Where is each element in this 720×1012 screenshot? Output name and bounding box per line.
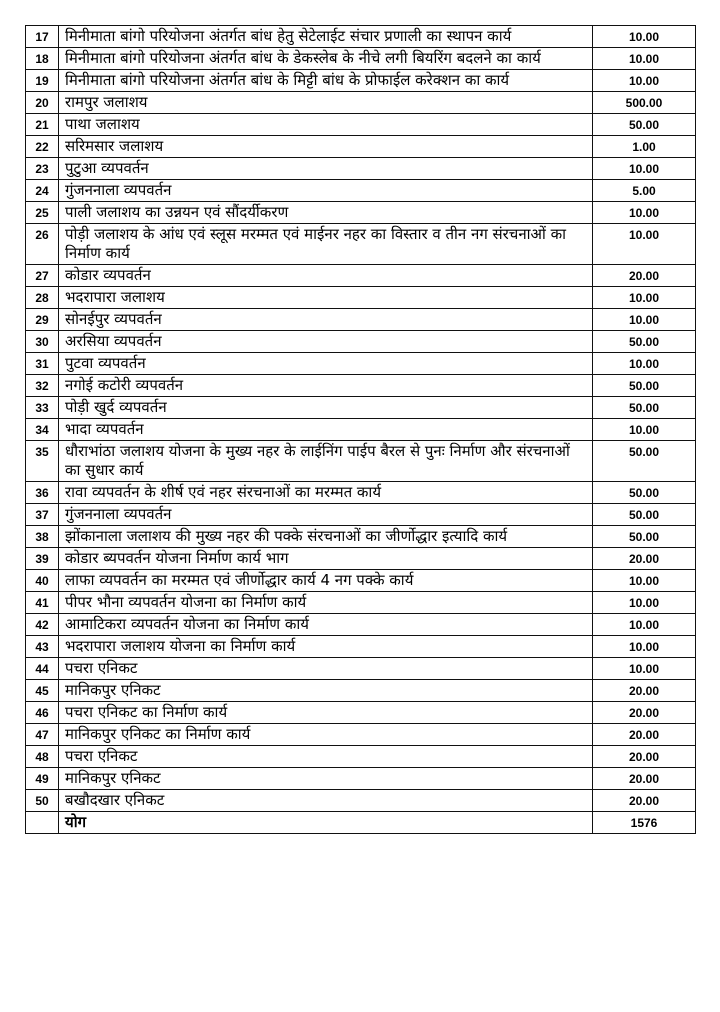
work-description-cell: सोनईपुर व्यपवर्तन — [59, 309, 593, 331]
serial-number-cell: 37 — [26, 504, 59, 526]
table-row — [26, 658, 696, 680]
work-description-cell: आमाटिकरा व्यपवर्तन योजना का निर्माण कार्य — [59, 614, 593, 636]
work-description-cell: मिनीमाता बांगो परियोजना अंतर्गत बांध के डेकस्लेब के नीचे लगी बियरिंग बदलने का कार्य — [59, 48, 593, 70]
amount-cell: 50.00 — [593, 526, 696, 548]
amount-cell: 10.00 — [593, 592, 696, 614]
table-row — [26, 548, 696, 570]
amount-cell: 10.00 — [593, 614, 696, 636]
amount-cell: 10.00 — [593, 309, 696, 331]
work-description-cell: अरसिया व्यपवर्तन — [59, 331, 593, 353]
table-row — [26, 636, 696, 658]
amount-cell: 20.00 — [593, 790, 696, 812]
work-description-cell: पुटुआ व्यपवर्तन — [59, 158, 593, 180]
serial-number-cell: 38 — [26, 526, 59, 548]
serial-number-cell: 35 — [26, 441, 59, 482]
amount-cell: 20.00 — [593, 746, 696, 768]
work-description-cell: गुंजननाला व्यपवर्तन — [59, 180, 593, 202]
serial-number-cell: 40 — [26, 570, 59, 592]
table-row — [26, 92, 696, 114]
serial-number-cell: 19 — [26, 70, 59, 92]
table-row — [26, 592, 696, 614]
serial-number-cell: 22 — [26, 136, 59, 158]
amount-cell: 20.00 — [593, 702, 696, 724]
work-description-cell: मानिकपुर एनिकट — [59, 680, 593, 702]
table-row — [26, 482, 696, 504]
amount-cell: 10.00 — [593, 636, 696, 658]
works-table — [25, 25, 696, 834]
amount-cell: 10.00 — [593, 48, 696, 70]
serial-number-cell: 41 — [26, 592, 59, 614]
table-row — [26, 702, 696, 724]
work-description-cell: पचरा एनिकट — [59, 658, 593, 680]
work-description-cell: भादा व्यपवर्तन — [59, 419, 593, 441]
amount-cell: 50.00 — [593, 375, 696, 397]
work-description-cell: झोंकानाला जलाशय की मुख्य नहर की पक्के संरचनाओं का जीर्णोद्धार इत्यादि कार्य — [59, 526, 593, 548]
table-body — [26, 26, 696, 834]
serial-number-cell: 47 — [26, 724, 59, 746]
amount-cell: 20.00 — [593, 548, 696, 570]
table-row — [26, 287, 696, 309]
work-description-cell: पोड़ी खुर्द व्यपवर्तन — [59, 397, 593, 419]
serial-number-cell: 43 — [26, 636, 59, 658]
serial-number-cell: 23 — [26, 158, 59, 180]
serial-number-cell: 46 — [26, 702, 59, 724]
amount-cell: 50.00 — [593, 441, 696, 482]
amount-cell: 1.00 — [593, 136, 696, 158]
total-sr-cell — [26, 812, 59, 834]
work-description-cell: पचरा एनिकट का निर्माण कार्य — [59, 702, 593, 724]
table-row — [26, 375, 696, 397]
amount-cell: 50.00 — [593, 397, 696, 419]
serial-number-cell: 25 — [26, 202, 59, 224]
amount-cell: 50.00 — [593, 114, 696, 136]
amount-cell: 10.00 — [593, 202, 696, 224]
table-row — [26, 790, 696, 812]
work-description-cell: रावा व्यपवर्तन के शीर्ष एवं नहर संरचनाओं का मरम्मत कार्य — [59, 482, 593, 504]
serial-number-cell: 44 — [26, 658, 59, 680]
amount-cell: 20.00 — [593, 724, 696, 746]
work-description-cell: मिनीमाता बांगो परियोजना अंतर्गत बांध हेतु सेटेलाईट संचार प्रणाली का स्थापन कार्य — [59, 26, 593, 48]
serial-number-cell: 32 — [26, 375, 59, 397]
work-description-cell: रामपुर जलाशय — [59, 92, 593, 114]
serial-number-cell: 26 — [26, 224, 59, 265]
table-row — [26, 441, 696, 482]
table-row — [26, 419, 696, 441]
table-row — [26, 202, 696, 224]
table-row — [26, 397, 696, 419]
table-row — [26, 768, 696, 790]
table-row — [26, 265, 696, 287]
table-row — [26, 746, 696, 768]
work-description-cell: मानिकपुर एनिकट — [59, 768, 593, 790]
table-row — [26, 353, 696, 375]
amount-cell: 20.00 — [593, 768, 696, 790]
amount-cell: 10.00 — [593, 158, 696, 180]
work-description-cell: पोड़ी जलाशय के आंध एवं स्लूस मरम्मत एवं माईनर नहर का विस्तार व तीन नग संरचनाओं का निर्माण कार्य — [59, 224, 593, 265]
serial-number-cell: 29 — [26, 309, 59, 331]
work-description-cell: कोडार व्यपवर्तन — [59, 265, 593, 287]
table-row — [26, 614, 696, 636]
table-row — [26, 680, 696, 702]
amount-cell: 10.00 — [593, 224, 696, 265]
work-description-cell: कोडार ब्यपवर्तन योजना निर्माण कार्य भाग — [59, 548, 593, 570]
table-row — [26, 136, 696, 158]
work-description-cell: धौराभांठा जलाशय योजना के मुख्य नहर के लाईनिंग पाईप बैरल से पुनः निर्माण और संरचनाओं का सुधार कार्य — [59, 441, 593, 482]
work-description-cell: भदरापारा जलाशय — [59, 287, 593, 309]
work-description-cell: पीपर भौना व्यपवर्तन योजना का निर्माण कार्य — [59, 592, 593, 614]
serial-number-cell: 24 — [26, 180, 59, 202]
serial-number-cell: 17 — [26, 26, 59, 48]
serial-number-cell: 30 — [26, 331, 59, 353]
serial-number-cell: 33 — [26, 397, 59, 419]
serial-number-cell: 49 — [26, 768, 59, 790]
serial-number-cell: 28 — [26, 287, 59, 309]
table-row — [26, 180, 696, 202]
amount-cell: 50.00 — [593, 331, 696, 353]
total-amount-cell: 1576 — [593, 812, 696, 834]
table-row — [26, 724, 696, 746]
amount-cell: 10.00 — [593, 353, 696, 375]
amount-cell: 10.00 — [593, 419, 696, 441]
serial-number-cell: 36 — [26, 482, 59, 504]
work-description-cell: मिनीमाता बांगो परियोजना अंतर्गत बांध के मिट्टी बांध के प्रोफाईल करेक्शन का कार्य — [59, 70, 593, 92]
work-description-cell: पाली जलाशय का उन्नयन एवं सौंदर्यीकरण — [59, 202, 593, 224]
work-description-cell: बखौदखार एनिकट — [59, 790, 593, 812]
serial-number-cell: 48 — [26, 746, 59, 768]
serial-number-cell: 21 — [26, 114, 59, 136]
work-description-cell: पाथा जलाशय — [59, 114, 593, 136]
amount-cell: 50.00 — [593, 504, 696, 526]
serial-number-cell: 20 — [26, 92, 59, 114]
table-row — [26, 526, 696, 548]
amount-cell: 20.00 — [593, 680, 696, 702]
serial-number-cell: 34 — [26, 419, 59, 441]
serial-number-cell: 42 — [26, 614, 59, 636]
work-description-cell: भदरापारा जलाशय योजना का निर्माण कार्य — [59, 636, 593, 658]
serial-number-cell: 18 — [26, 48, 59, 70]
table-row — [26, 48, 696, 70]
amount-cell: 10.00 — [593, 70, 696, 92]
amount-cell: 10.00 — [593, 658, 696, 680]
table-row — [26, 114, 696, 136]
amount-cell: 500.00 — [593, 92, 696, 114]
work-description-cell: गुंजननाला व्यपवर्तन — [59, 504, 593, 526]
table-row — [26, 570, 696, 592]
amount-cell: 20.00 — [593, 265, 696, 287]
work-description-cell: नगोई कटोरी व्यपवर्तन — [59, 375, 593, 397]
total-label-cell: योग — [59, 812, 593, 834]
total-row — [26, 812, 696, 834]
work-description-cell: सरिमसार जलाशय — [59, 136, 593, 158]
work-description-cell: लाफा व्यपवर्तन का मरम्मत एवं जीर्णोद्धार कार्य 4 नग पक्के कार्य — [59, 570, 593, 592]
table-row — [26, 309, 696, 331]
table-row — [26, 331, 696, 353]
work-description-cell: पुटवा व्यपवर्तन — [59, 353, 593, 375]
serial-number-cell: 39 — [26, 548, 59, 570]
table-row — [26, 158, 696, 180]
amount-cell: 10.00 — [593, 26, 696, 48]
serial-number-cell: 31 — [26, 353, 59, 375]
work-description-cell: मानिकपुर एनिकट का निर्माण कार्य — [59, 724, 593, 746]
table-row — [26, 224, 696, 265]
serial-number-cell: 45 — [26, 680, 59, 702]
amount-cell: 10.00 — [593, 570, 696, 592]
table-row — [26, 70, 696, 92]
table-row — [26, 26, 696, 48]
serial-number-cell: 50 — [26, 790, 59, 812]
amount-cell: 50.00 — [593, 482, 696, 504]
amount-cell: 5.00 — [593, 180, 696, 202]
table-row — [26, 504, 696, 526]
work-description-cell: पचरा एनिकट — [59, 746, 593, 768]
serial-number-cell: 27 — [26, 265, 59, 287]
amount-cell: 10.00 — [593, 287, 696, 309]
